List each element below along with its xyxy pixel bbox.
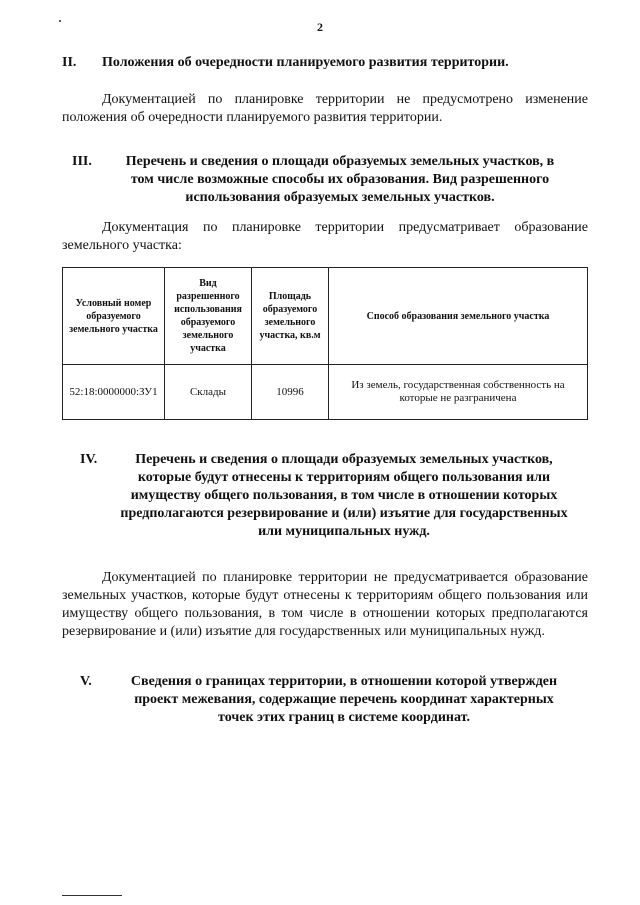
section-2-text [62,91,588,127]
section-3-paragraph: Документация по планировке территории предусматривает образование земельного участка: [62,220,588,253]
section-3-heading [72,153,588,207]
section-3-text [62,219,588,255]
section-3-title-line3: использования образуемых земельных участков. [185,190,495,205]
section-4-title-line3: имуществу общего пользования, в том числе в отношении которых [130,488,558,503]
section-4-title-line5: или муниципальных нужд. [258,524,430,539]
cell-permitted-use: Склады [165,365,252,420]
section-3-title-line2: том числе возможные способы их образования. Вид разрешенного [130,172,550,187]
land-plots-table [62,267,588,420]
section-4-number: IV. [80,452,98,467]
section-4-heading [80,451,588,541]
section-2-title: Положения об очередности планируемого развития территории. [102,55,509,70]
section-3-title-line1: Перечень и сведения о площади образуемых земельных участков, в [125,154,555,169]
section-4-text [62,569,588,641]
section-3-number: III. [72,154,92,169]
cell-area: 10996 [252,365,329,420]
section-5-title-line2: проект межевания, содержащие перечень координат характерных [134,692,554,707]
section-5-title-line3: точек этих границ в системе координат. [218,710,470,725]
section-4-title-line4: предполагаются резервирование и (или) изъятие для государственных [120,506,568,521]
section-2-heading [62,54,588,72]
cell-plot-number: 52:18:0000000:ЗУ1 [63,365,165,420]
col-header-use: Вид разрешенного использования образуемого земельного участка [165,268,252,365]
col-header-method: Способ образования земельного участка [329,268,588,365]
section-4-paragraph: Документацией по планировке территории не предусматривается образование земельных участков, которые будут отнесены к территориям общего пользования или имуществу общего пользования, в том числе в отношении которых предполагаются резервирование и (или) изъятие для государственных или муниципальных нужд. [62,570,588,639]
section-4-title-line2: которые будут отнесены к территориям общего пользования или [137,470,551,485]
section-2-number: II. [62,55,77,70]
section-4-title-line1: Перечень и сведения о площади образуемых земельных участков, [135,452,553,467]
section-5-title-line1: Сведения о границах территории, в отношении которой утвержден [130,674,558,689]
col-header-number: Условный номер образуемого земельного участка [63,268,165,365]
col-header-area: Площадь образуемого земельного участка, кв.м [252,268,329,365]
section-5-number: V. [80,674,92,689]
page-number: 2 [317,20,323,34]
section-2-paragraph: Документацией по планировке территории не предусмотрено изменение положения об очередности планируемого развития территории. [62,92,588,125]
table-header-row [63,268,588,365]
section-5-heading [80,673,588,727]
cell-method: Из земель, государственная собственность на которые не разграничена [329,365,588,420]
footnote-divider [62,895,122,896]
table-row [63,365,588,420]
